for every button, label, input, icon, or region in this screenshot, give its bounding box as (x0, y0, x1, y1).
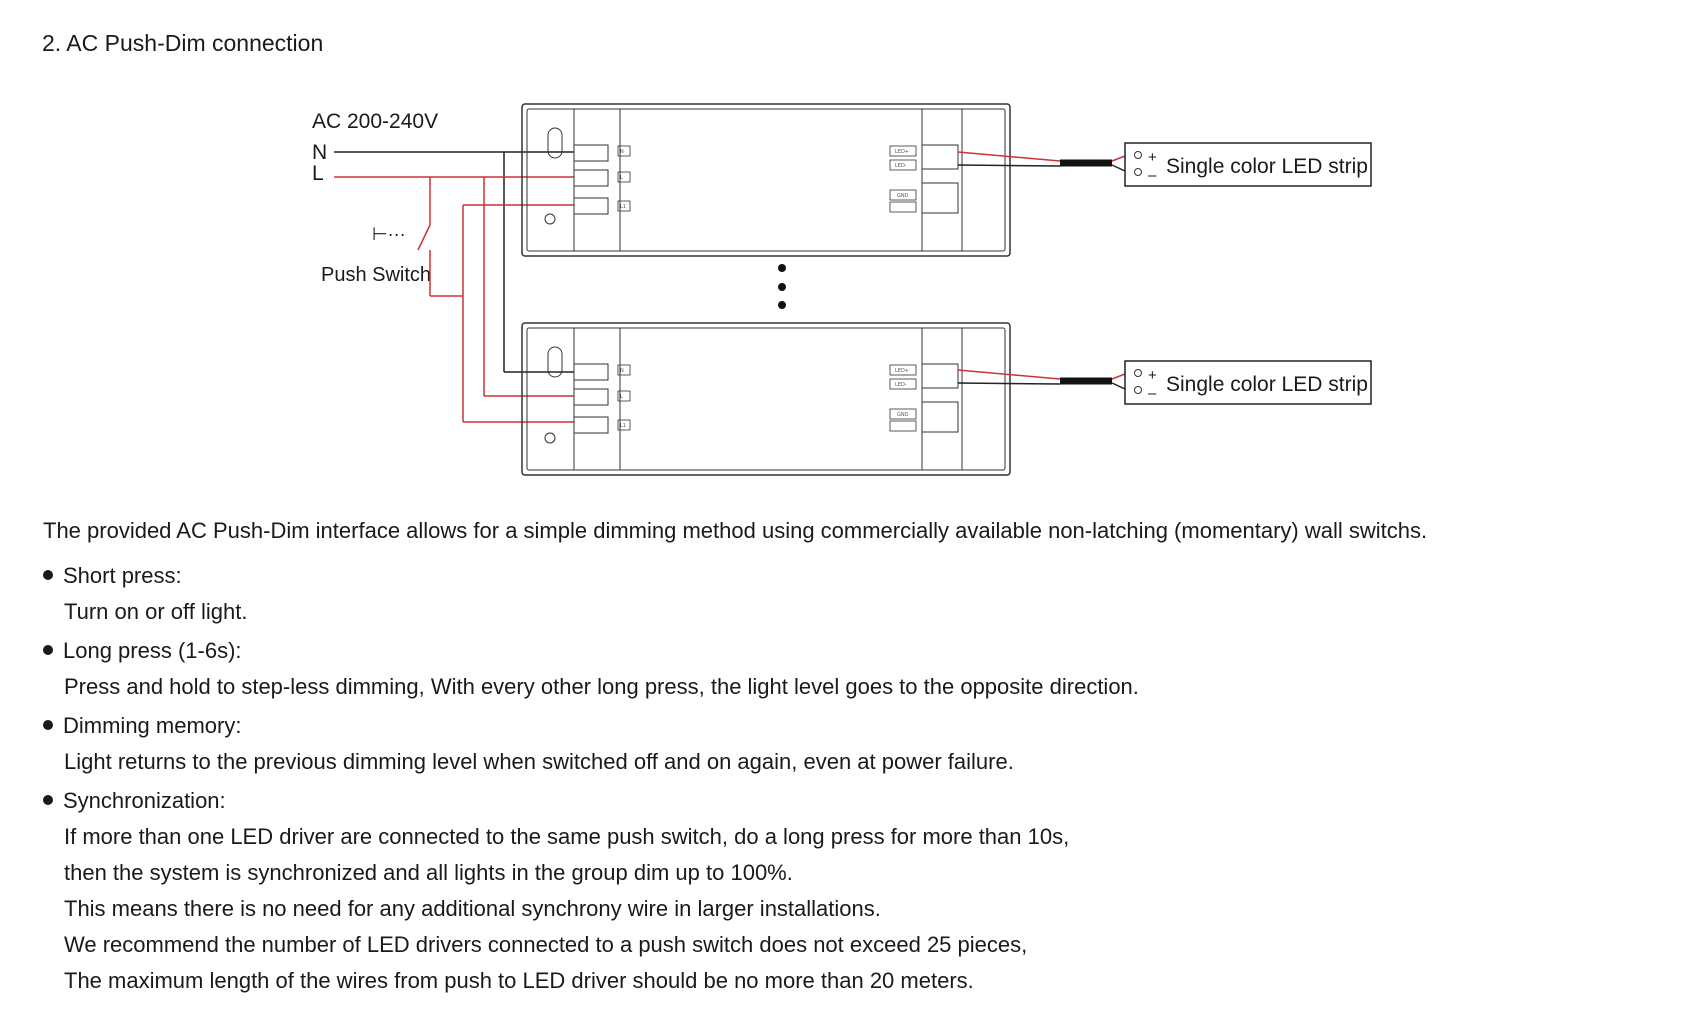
terminal-l1-2: L1 (620, 423, 626, 429)
continuation-dot (778, 283, 786, 291)
led-minus-2: LED- (895, 382, 907, 388)
long-press-title: Long press (1-6s): (63, 638, 242, 663)
output-wires-1 (958, 152, 1125, 171)
led-driver-2 (522, 323, 1010, 475)
section-heading: 2. AC Push-Dim connection (42, 30, 324, 56)
sync-line: This means there is no need for any additional synchrony wire in larger installations. (64, 896, 881, 921)
short-press-title: Short press: (63, 563, 182, 588)
terminal-l-1: L (620, 175, 623, 181)
led-driver-1 (522, 104, 1010, 256)
terminal-n-1: N (620, 149, 624, 155)
led-strip-1 (1125, 143, 1371, 186)
dimming-memory-text: Light returns to the previous dimming level when switched off and on again, even at power failure. (64, 749, 1014, 774)
led-plus-1: LED+ (895, 149, 909, 155)
bullet-dot-icon (43, 570, 53, 580)
short-press-text: Turn on or off light. (64, 599, 248, 624)
bullet-dot-icon (43, 645, 53, 655)
supply-label: AC 200-240V (312, 110, 439, 133)
line-wire (334, 177, 574, 422)
bullet-short-press (43, 563, 182, 589)
terminal-l-2: L (620, 394, 623, 400)
line-label: L (312, 162, 324, 185)
switch-label: Push Switch (321, 264, 432, 286)
synchronization-title: Synchronization: (63, 788, 226, 813)
output-wires-2 (958, 370, 1125, 389)
long-press-text: Press and hold to step-less dimming, With every other long press, the light level goes to the opposite direction. (64, 674, 1139, 699)
gnd-1: GND (897, 193, 909, 199)
strip-plus-1: + (1148, 149, 1157, 166)
terminal-l1-1: L1 (620, 204, 626, 210)
bullet-dimming-memory (43, 713, 241, 739)
sync-line: The maximum length of the wires from push to LED driver should be no more than 20 meters. (64, 968, 974, 993)
led-plus-2: LED+ (895, 368, 909, 374)
bullet-long-press (43, 638, 242, 664)
strip-plus-2: + (1148, 367, 1157, 384)
neutral-label: N (312, 141, 328, 164)
neutral-wire (334, 152, 574, 372)
wiring-diagram (0, 0, 1684, 500)
strip-minus-1: – (1148, 167, 1157, 184)
intro-paragraph: The provided AC Push-Dim interface allows for a simple dimming method using commercially available non-latching (momentary) wall switchs. (43, 518, 1428, 543)
sync-line: If more than one LED driver are connected to the same push switch, do a long press for more than 10s, (64, 824, 1070, 849)
sync-line: then the system is synchronized and all lights in the group dim up to 100%. (64, 860, 793, 885)
strip-minus-2: – (1148, 385, 1157, 402)
bullet-dot-icon (43, 795, 53, 805)
dimming-memory-title: Dimming memory: (63, 713, 242, 738)
switch-symbol: ⊢··· (372, 224, 406, 244)
gnd-2: GND (897, 412, 909, 418)
led-minus-1: LED- (895, 163, 907, 169)
bullet-synchronization (43, 788, 226, 814)
led-strip-2 (1125, 361, 1371, 404)
continuation-dot (778, 264, 786, 272)
terminal-n-2: N (620, 368, 624, 374)
sync-line: We recommend the number of LED drivers connected to a push switch does not exceed 25 pieces, (64, 932, 1028, 957)
strip-label-1: Single color LED strip (1166, 155, 1368, 178)
strip-label-2: Single color LED strip (1166, 373, 1368, 396)
continuation-dot (778, 301, 786, 309)
bullet-dot-icon (43, 720, 53, 730)
